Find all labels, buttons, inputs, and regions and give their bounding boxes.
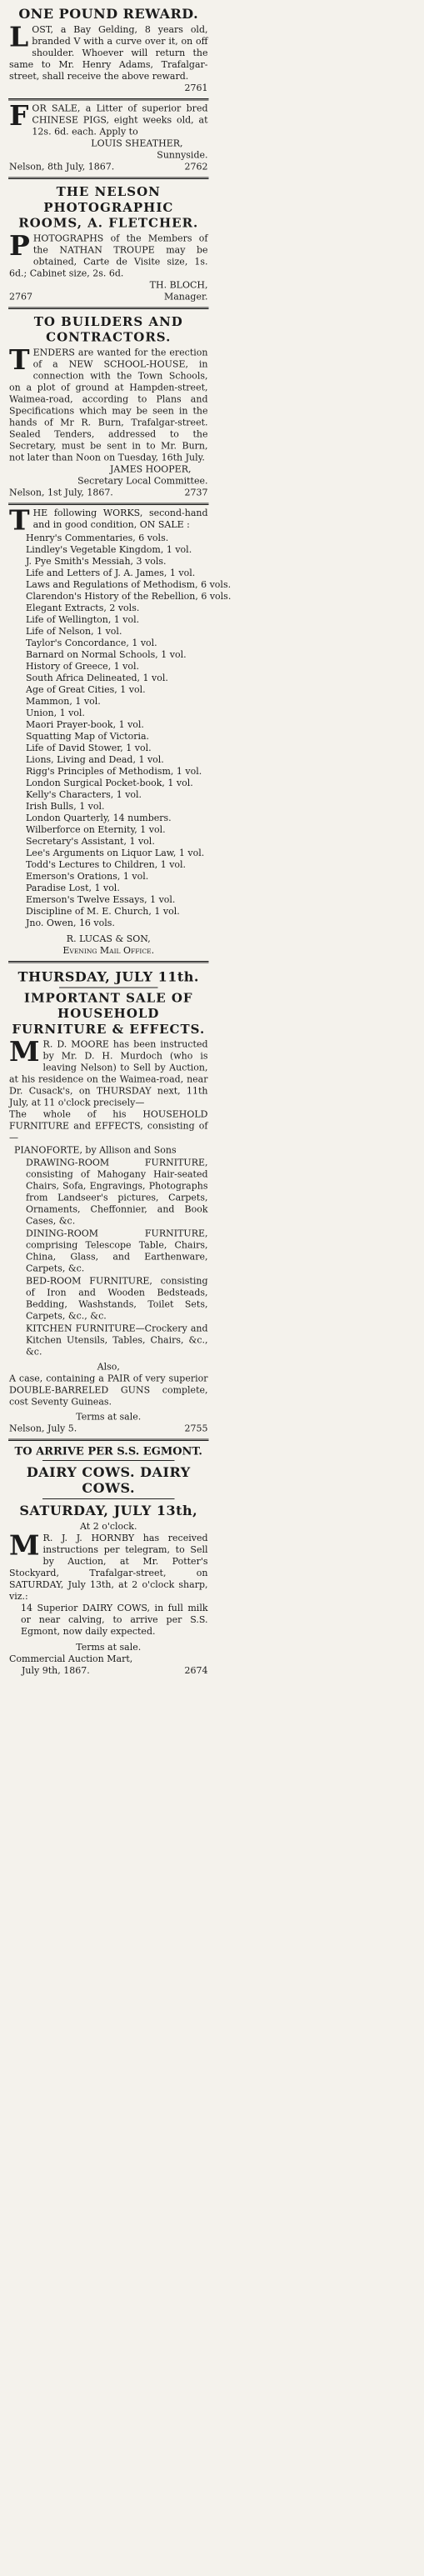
list-item: Elegant Extracts, 2 vols. — [26, 603, 140, 613]
ad-date: July 9th, 1867. — [22, 1665, 90, 1676]
list-item: KITCHEN FURNITURE—Crockery and Kitchen Utensils, Tables, Chairs, &c., &c. — [26, 1323, 208, 1358]
list-item: South Africa Delineated, 1 vol. — [26, 673, 168, 683]
list-item: Lee's Arguments on Liquor Law, 1 vol. — [26, 848, 205, 858]
tenders-body — [9, 343, 208, 463]
list-item: Secretary's Assistant, 1 vol. — [26, 836, 155, 847]
list-item: DINING-ROOM FURNITURE, comprising Telescope Table, Chairs, China, Glass, and Earthenware, Carpets, &c. — [26, 1228, 208, 1274]
manager-role: Manager. — [163, 291, 208, 303]
tenders-title: TO BUILDERS AND CONTRACTORS. — [33, 314, 183, 345]
list-item: London Quarterly, 14 numbers. — [26, 813, 172, 823]
list-item: Squatting Map of Victoria. — [26, 731, 150, 742]
cows-item: 14 Superior DAIRY COWS, in full milk or near calving, to arrive per S.S. Egmont, now daily expected. — [21, 1603, 208, 1637]
seller-office: Evening Mail Office. — [62, 945, 155, 956]
photographic-text: HOTOGRAPHS of the Members of the NATHAN TROUPE may be obtained, Carte de Visite size, 1s. 6d.; Cabinet size, 2s. 6d. — [9, 233, 208, 279]
pigs-ad — [0, 101, 217, 178]
ad-number: 2737 — [184, 487, 208, 498]
seller-place: Sunnyside. — [157, 150, 208, 161]
drop-cap: P — [9, 228, 30, 262]
cows-title: DAIRY COWS. DAIRY COWS. — [26, 1464, 191, 1496]
list-item: Life of Wellington, 1 vol. — [26, 614, 140, 625]
reward-title: ONE POUND REWARD. — [18, 6, 199, 22]
list-item: History of Greece, 1 vol. — [26, 661, 140, 672]
books-intro — [9, 503, 208, 537]
sale-items — [14, 1145, 208, 1358]
cows-date-title: SATURDAY, JULY 13th, — [19, 1503, 198, 1518]
divider — [42, 1460, 175, 1461]
date-row — [9, 162, 208, 173]
tenders-ad — [0, 309, 217, 503]
guns-text: A case, containing a PAIR of very superior DOUBLE-BARRELED GUNS complete, cost Seventy Guineas. — [9, 1373, 208, 1408]
terms-label: Terms at sale. — [76, 1642, 142, 1653]
column-content — [0, 0, 232, 1681]
drop-cap: F — [9, 99, 29, 132]
list-item: Discipline of M. E. Church, 1 vol. — [26, 906, 180, 917]
drop-cap: T — [9, 503, 30, 537]
reward-body — [9, 20, 208, 83]
book-list — [26, 533, 232, 929]
list-item: Irish Bulls, 1 vol. — [26, 801, 105, 812]
ad-date: Nelson, July 5. — [9, 1423, 77, 1434]
drop-cap: L — [9, 20, 29, 53]
list-item: Mammon, 1 vol. — [26, 696, 101, 707]
pigs-body — [9, 99, 208, 138]
tenders-text: ENDERS are wanted for the erection of a NEW SCHOOL-HOUSE, in connection with the Town Schools, on a plot of ground at Hampden-street, Waimea-road, according to Plans and Specifications which may be seen in the hands of Mr R. Burn, Trafalgar-street. Sealed Tenders, addressed to the Secretary, must be sent in to Mr. Burn, not later than Noon on Tuesday, 16th July. — [9, 347, 208, 463]
books-ad — [0, 503, 232, 961]
cows-time: At 2 o'clock. — [80, 1521, 137, 1532]
list-item: Life of Nelson, 1 vol. — [26, 626, 122, 637]
seller-name: R. LUCAS & SON, — [66, 933, 151, 944]
list-item: Life of David Stower, 1 vol. — [26, 743, 152, 753]
list-item: Maori Prayer-book, 1 vol. — [26, 719, 144, 730]
sale-date-title: THURSDAY, JULY 11th. — [17, 968, 199, 985]
list-item: PIANOFORTE, by Allison and Sons — [14, 1145, 177, 1156]
date-row — [9, 1423, 208, 1435]
list-item: Rigg's Principles of Methodism, 1 vol. — [26, 766, 202, 777]
list-item: Todd's Lectures to Children, 1 vol. — [26, 859, 187, 870]
seller-name: LOUIS SHEATHER, — [91, 138, 183, 149]
terms-label: Terms at sale. — [76, 1412, 142, 1423]
secretary-name: JAMES HOOPER, — [109, 463, 192, 475]
list-item: Union, 1 vol. — [26, 708, 85, 718]
cows-body — [9, 1528, 208, 1603]
sale-whole: The whole of his HOUSEHOLD FURNITURE and EFFECTS, consisting of— — [9, 1109, 208, 1143]
list-item: J. Pye Smith's Messiah, 3 vols. — [26, 556, 167, 567]
sale-text: R. D. MOORE has been instructed by Mr. D. H. Murdoch (who is leaving Nelson) to Sell by Auction, at his residence on the Waimea-road, near Dr. Cusack's, on THURSDAY next, 11th July, at 11 o'clock precisely— — [9, 1039, 208, 1108]
ad-number: 2761 — [184, 83, 208, 93]
divider — [59, 987, 158, 988]
list-item: Age of Great Cities, 1 vol. — [26, 684, 146, 695]
list-item: Jno. Owen, 16 vols. — [26, 918, 115, 928]
number-row — [9, 291, 208, 303]
drop-cap: M — [9, 1035, 40, 1068]
list-item: Laws and Regulations of Methodism, 6 vols. — [26, 579, 232, 590]
drop-cap: M — [9, 1528, 40, 1562]
date-row — [9, 487, 208, 498]
list-item: Henry's Commentaries, 6 vols. — [26, 533, 169, 543]
cows-text: R. J. J. HORNBY has received instructions per telegram, to Sell by Auction, at Mr. Potter's Stockyard, Trafalgar-street, on SATURDAY, July 13th, at 2 o'clock sharp, viz.: — [9, 1533, 208, 1602]
list-item: Life and Letters of J. A. James, 1 vol. — [26, 568, 196, 578]
photographic-ad — [0, 179, 217, 307]
list-item: London Surgical Pocket-book, 1 vol. — [26, 778, 193, 788]
list-item: Paradise Lost, 1 vol. — [26, 883, 120, 893]
list-item: Lindley's Vegetable Kingdom, 1 vol. — [26, 544, 192, 555]
dairy-cows-ad — [0, 1441, 217, 1681]
list-item: Barnard on Normal Schools, 1 vol. — [26, 649, 187, 660]
date-row — [9, 1665, 208, 1677]
ad-number: 2674 — [184, 1665, 208, 1676]
secretary-role: Secretary Local Committee. — [77, 475, 208, 487]
list-item: Emerson's Orations, 1 vol. — [26, 871, 149, 882]
arrival-title: TO ARRIVE PER S.S. EGMONT. — [14, 1445, 202, 1458]
list-item: Kelly's Characters, 1 vol. — [26, 789, 142, 800]
photographic-title: THE NELSON PHOTOGRAPHIC ROOMS, A. FLETCHER. — [18, 184, 199, 231]
pigs-text: OR SALE, a Litter of superior bred CHINESE PIGS, eight weeks old, at 12s. 6d. each. Apply to — [32, 103, 208, 138]
list-item: Taylor's Concordance, 1 vol. — [26, 638, 157, 648]
reward-ad — [0, 0, 217, 98]
ad-date: Nelson, 8th July, 1867. — [9, 162, 115, 173]
photographic-body — [9, 228, 208, 279]
list-item: BED-ROOM FURNITURE, consisting of Iron and Wooden Bedsteads, Bedding, Washstands, Toilet Sets, Carpets, &c., &c. — [26, 1276, 208, 1322]
books-intro-text: HE following WORKS, second-hand and in good condition, ON SALE : — [32, 508, 208, 530]
ad-number: 2767 — [9, 291, 32, 303]
ad-number: 2762 — [184, 162, 208, 173]
sale-body — [9, 1035, 208, 1109]
list-item: DRAWING-ROOM FURNITURE, consisting of Mahogany Hair-seated Chairs, Sofa, Engravings, Photographs from Landseer's pictures, Carpets, Ornaments, Cheffonnier, and Book Cases, &c. — [26, 1158, 208, 1227]
list-item: Emerson's Twelve Essays, 1 vol. — [26, 894, 176, 905]
drop-cap: T — [9, 343, 30, 376]
list-item: Clarendon's History of the Rebellion, 6 vols. — [26, 591, 232, 602]
also-label: Also, — [97, 1362, 120, 1373]
ad-number: 2755 — [184, 1423, 208, 1434]
mart-name: Commercial Auction Mart, — [9, 1653, 133, 1664]
ad-date: Nelson, 1st July, 1867. — [9, 487, 113, 498]
manager-name: TH. BLOCH, — [149, 279, 208, 291]
furniture-sale-ad — [0, 963, 217, 1438]
divider — [42, 1498, 175, 1499]
sale-title: IMPORTANT SALE OF HOUSEHOLD FURNITURE & EFFECTS. — [12, 990, 206, 1037]
reward-text: OST, a Bay Gelding, 8 years old, branded V with a curve over it, on off shoulder. Whoever will return the same to Mr. Henry Adams, Trafalgar-street, shall receive the above reward. — [9, 24, 208, 82]
list-item: Lions, Living and Dead, 1 vol. — [26, 754, 164, 765]
list-item: Wilberforce on Eternity, 1 vol. — [26, 824, 166, 835]
